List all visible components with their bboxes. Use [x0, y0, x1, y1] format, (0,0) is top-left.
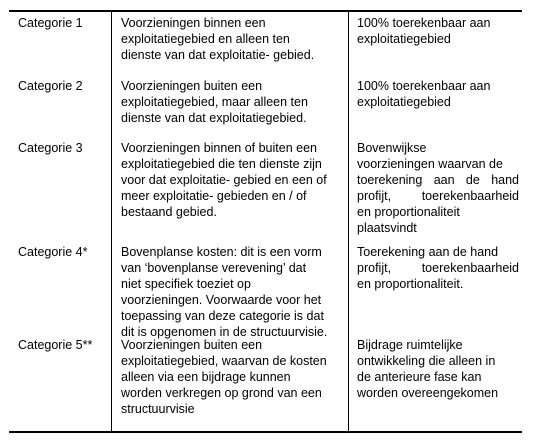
description-line: exploitatiegebied, maar alleen ten — [121, 95, 308, 109]
description-cell — [121, 15, 343, 63]
description-line: van ‘bovenplanse verevening’ dat — [121, 261, 307, 275]
allocation-line: toerekening aan de hand — [357, 173, 519, 187]
allocation-cell — [357, 15, 519, 47]
description-cell — [121, 337, 343, 417]
allocation-cell — [357, 78, 519, 110]
description-line: bestaand gebied. — [121, 205, 217, 219]
allocation-line: profijt, toerekenbaarheid — [357, 189, 519, 203]
allocation-line: 100% toerekenbaar aan — [357, 16, 491, 30]
allocation-line: de anterieure fase kan — [357, 370, 482, 384]
description-line: dit is opgenomen in de structuurvisie. — [121, 325, 328, 339]
description-line: voor dat exploitatie- gebied en een of — [121, 173, 327, 187]
category-label: Categorie 2 — [18, 79, 83, 93]
description-line: niet specifiek toeziet op — [121, 277, 251, 291]
description-line: exploitatiegebied, waarvan de kosten — [121, 354, 327, 368]
description-cell — [121, 140, 343, 220]
description-line: Voorzieningen binnen een — [121, 16, 266, 30]
table-top-border — [9, 10, 522, 12]
description-line: alleen via een bijdrage kunnen — [121, 370, 291, 384]
description-line: dienste van dat exploitatiegebied. — [121, 111, 307, 125]
description-cell — [121, 78, 343, 126]
allocation-cell — [357, 244, 519, 292]
description-line: dienste van dat exploitatie- gebied. — [121, 48, 315, 62]
allocation-line: exploitatiegebied — [357, 95, 451, 109]
category-label: Categorie 3 — [18, 141, 83, 155]
description-line: voorzieningen. Voorwaarde voor het — [121, 293, 322, 307]
description-line: exploitatiegebied en alleen ten — [121, 32, 290, 46]
allocation-line: 100% toerekenbaar aan — [357, 79, 491, 93]
allocation-line: worden overeengekomen — [357, 386, 499, 400]
allocation-line: exploitatiegebied — [357, 32, 451, 46]
category-label: Categorie 5** — [18, 338, 93, 352]
allocation-line: en proportionaliteit — [357, 205, 460, 219]
column-divider-1 — [111, 12, 112, 431]
allocation-line: plaatsvindt — [357, 221, 417, 235]
allocation-line: ontwikkeling die alleen in — [357, 354, 496, 368]
description-line: toepassing van deze categorie is dat — [121, 309, 324, 323]
description-line: meer exploitatie- gebieden en / of — [121, 189, 307, 203]
description-line: Bovenplanse kosten: dit is een vorm — [121, 245, 322, 259]
allocation-line: en proportionaliteit. — [357, 277, 464, 291]
description-line: Voorzieningen buiten een — [121, 338, 263, 352]
description-line: structuurvisie — [121, 402, 195, 416]
description-line: Voorzieningen buiten een — [121, 79, 263, 93]
allocation-line: Toerekening aan de hand — [357, 245, 499, 259]
category-label: Categorie 4* — [18, 245, 88, 259]
description-line: exploitatiegebied die ten dienste zijn — [121, 157, 322, 171]
allocation-cell — [357, 140, 519, 236]
allocation-cell — [357, 337, 519, 401]
allocation-line: voorzieningen waarvan de — [357, 157, 503, 171]
category-label: Categorie 1 — [18, 16, 83, 30]
column-divider-2 — [348, 12, 349, 431]
description-line: Voorzieningen binnen of buiten een — [121, 141, 317, 155]
description-line: worden verkregen op grond van een — [121, 386, 322, 400]
allocation-line: Bovenwijkse — [357, 141, 427, 155]
allocation-line: Bijdrage ruimtelijke — [357, 338, 463, 352]
allocation-line: profijt, toerekenbaarheid — [357, 261, 519, 275]
description-cell — [121, 244, 343, 340]
table-bottom-border — [9, 431, 522, 433]
